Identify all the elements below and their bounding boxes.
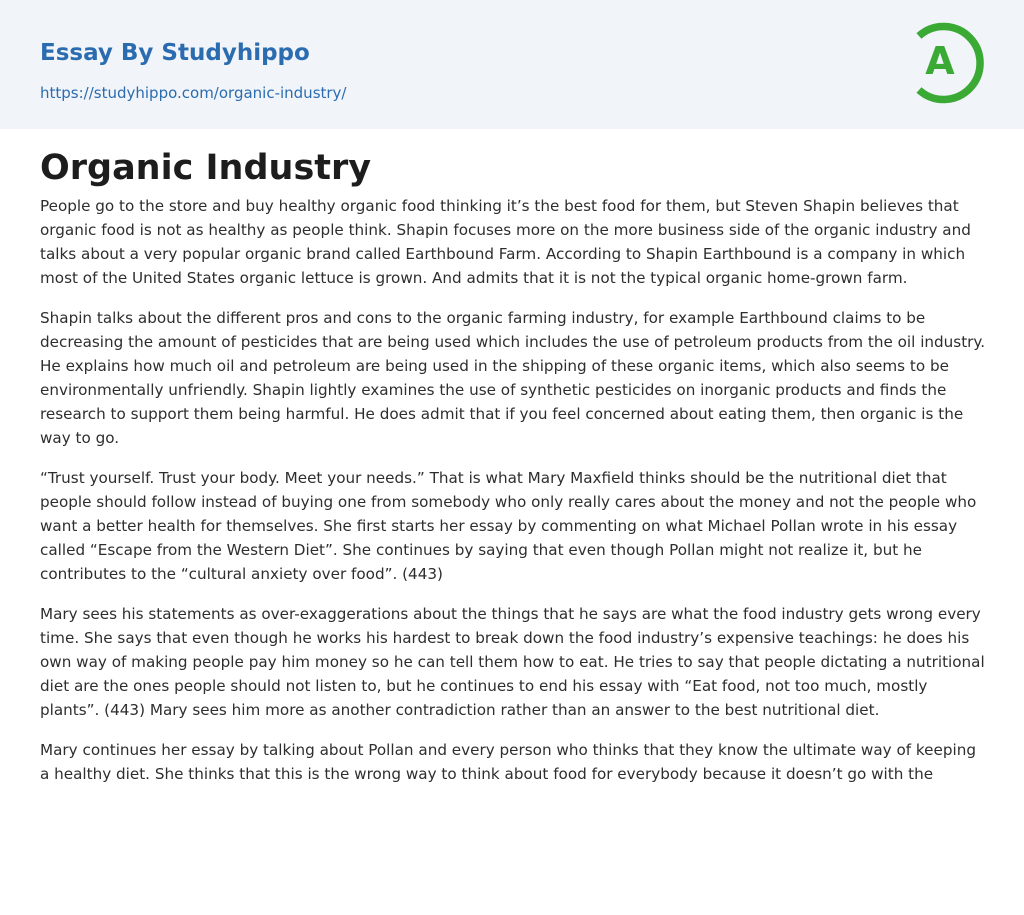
article-paragraph: Mary continues her essay by talking about Pollan and every person who thinks that they know the ultimate way of keeping a healthy diet. She thinks that this is the wrong way to think about food for everybody because it doesn’t go with the xyxy=(40,741,976,783)
article-paragraph: People go to the store and buy healthy organic food thinking it’s the best food for them, but Steven Shapin believes that organic food is not as healthy as people think. Shapin focuses more on the more business side of the organic industry and talks about a very popular organic brand called Earthbound Farm. According to Shapin Earthbound is a company in which most of the United States organic lettuce is grown. And admits that it is not the typical organic home-grown farm. xyxy=(40,197,971,287)
article-paragraph: Mary sees his statements as over-exaggerations about the things that he says are what the food industry gets wrong every time. She says that even though he works his hardest to break down the food industry’s expensive teachings: he does his own way of making people pay him money so he can tell them how to eat. He tries to say that people dictating a nutritional diet are the ones people should not listen to, but he continues to end his essay with “Eat food, not too much, mostly plants”. (443) Mary sees him more as another contradiction rather than an answer to the best nutritional diet. xyxy=(40,605,985,719)
article-title: Organic Industry xyxy=(40,148,372,188)
source-url-link[interactable]: https://studyhippo.com/organic-industry/ xyxy=(40,84,347,102)
article-paragraph: “Trust yourself. Trust your body. Meet your needs.” That is what Mary Maxfield thinks should be the nutritional diet that people should follow instead of buying one from somebody who only really cares about the money and not the people who want a better health for themselves. She first starts her essay by commenting on what Michael Pollan wrote in his essay called “Escape from the Western Diet”. She continues by saying that even though Pollan might not realize it, but he contributes to the “cultural anxiety over food”. (443) xyxy=(40,469,977,583)
logo-letter: A xyxy=(925,39,955,83)
article-body xyxy=(40,194,990,802)
site-header xyxy=(0,0,1024,129)
article-paragraph: Shapin talks about the different pros and cons to the organic farming industry, for example Earthbound claims to be decreasing the amount of pesticides that are being used which includes the use of petroleum products from the oil industry. He explains how much oil and petroleum are being used in the shipping of these organic items, which also seems to be environmentally unfriendly. Shapin lightly examines the use of synthetic pesticides on inorganic products and finds the research to support them being harmful. He does admit that if you feel concerned about eating them, then organic is the way to go. xyxy=(40,309,986,447)
studyhippo-logo-icon[interactable] xyxy=(910,19,988,107)
brand-title[interactable]: Essay By Studyhippo xyxy=(40,40,310,66)
